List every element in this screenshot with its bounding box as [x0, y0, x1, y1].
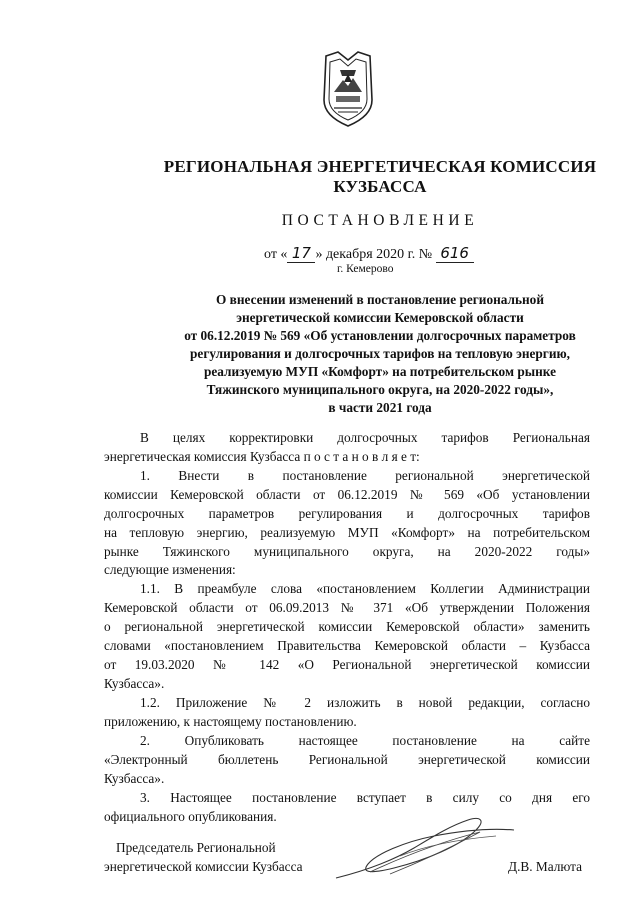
city-label: г. Кемерово	[337, 263, 394, 275]
subject-line: энергетической комиссии Кемеровской области	[236, 310, 524, 325]
subject-line: в части 2021 года	[328, 400, 432, 415]
body-line: официального опубликования.	[104, 809, 277, 824]
body-line: комиссии Кемеровской области от 06.12.2019 № 569 «Об установлении	[104, 487, 590, 502]
date-month-year: » декабря 2020 г. №	[315, 247, 433, 262]
date-day-handwritten: 17	[287, 244, 315, 263]
body-line: 2. Опубликовать настоящее постановление на сайте	[140, 733, 590, 748]
subject-line: регулирования и долгосрочных тарифов на тепловую энергию,	[190, 346, 570, 361]
body-line: долгосрочных параметров регулирования и долгосрочных тарифов	[104, 506, 590, 521]
body-line: 1.2. Приложение № 2 изложить в новой редакции, согласно	[140, 695, 590, 710]
signatory-title-line2: энергетической комиссии Кузбасса	[104, 859, 303, 874]
subject-line: О внесении изменений в постановление региональной	[216, 292, 544, 307]
body-line: Кемеровской области от 06.09.2013 № 371 «Об утверждении Положения	[104, 600, 590, 615]
date-prefix: от «	[264, 247, 288, 262]
body-line: о региональной энергетической комиссии Кемеровской области» заменить	[104, 619, 590, 634]
subject-line: от 06.12.2019 № 569 «Об установлении долгосрочных параметров	[184, 328, 576, 343]
handwritten-signature	[330, 812, 520, 887]
body-line: рынке Тяжинского муниципального округа, на 2020-2022 годы»	[104, 544, 590, 559]
signatory-name: Д.В. Малюта	[508, 859, 583, 874]
body-line: 3. Настоящее постановление вступает в силу со дня его	[140, 790, 590, 805]
signatory-title-line1: Председатель Региональной	[116, 840, 276, 855]
body-line: приложению, к настоящему постановлению.	[104, 714, 357, 729]
body-line: Кузбасса».	[104, 771, 165, 786]
body-line: В целях корректировки долгосрочных тарифов Региональная	[140, 430, 590, 445]
kuzbass-coat-of-arms-icon	[316, 50, 380, 128]
body-line: 1. Внести в постановление региональной энергетической	[140, 468, 590, 483]
body-line: 1.1. В преамбуле слова «постановлением Коллегии Администрации	[140, 581, 590, 596]
org-name-line1: РЕГИОНАЛЬНАЯ ЭНЕРГЕТИЧЕСКАЯ КОМИССИЯ	[163, 157, 597, 176]
subject-line: Тяжинского муниципального округа, на 2020-2022 годы»,	[206, 382, 554, 397]
body-line: следующие изменения:	[104, 562, 236, 577]
subject-line: реализуемую МУП «Комфорт» на потребительском рынке	[203, 364, 557, 379]
document-number-handwritten: 616	[436, 244, 474, 263]
body-line: от 19.03.2020 № 142 «О Региональной энергетической комиссии	[104, 657, 590, 672]
document-type: ПОСТАНОВЛЕНИЕ	[281, 212, 479, 229]
body-line: на тепловую энергию, реализуемую МУП «Комфорт» на потребительском	[104, 525, 590, 540]
body-line: словами «постановлением Правительства Кемеровской области – Кузбасса	[104, 638, 590, 653]
body-line: «Электронный бюллетень Региональной энергетической комиссии	[104, 752, 590, 767]
document-dateline	[264, 244, 474, 263]
org-name-line2: КУЗБАССА	[333, 177, 427, 196]
body-line: энергетическая комиссия Кузбасса п о с т а н о в л я е т:	[104, 449, 420, 464]
body-line: Кузбасса».	[104, 676, 165, 691]
